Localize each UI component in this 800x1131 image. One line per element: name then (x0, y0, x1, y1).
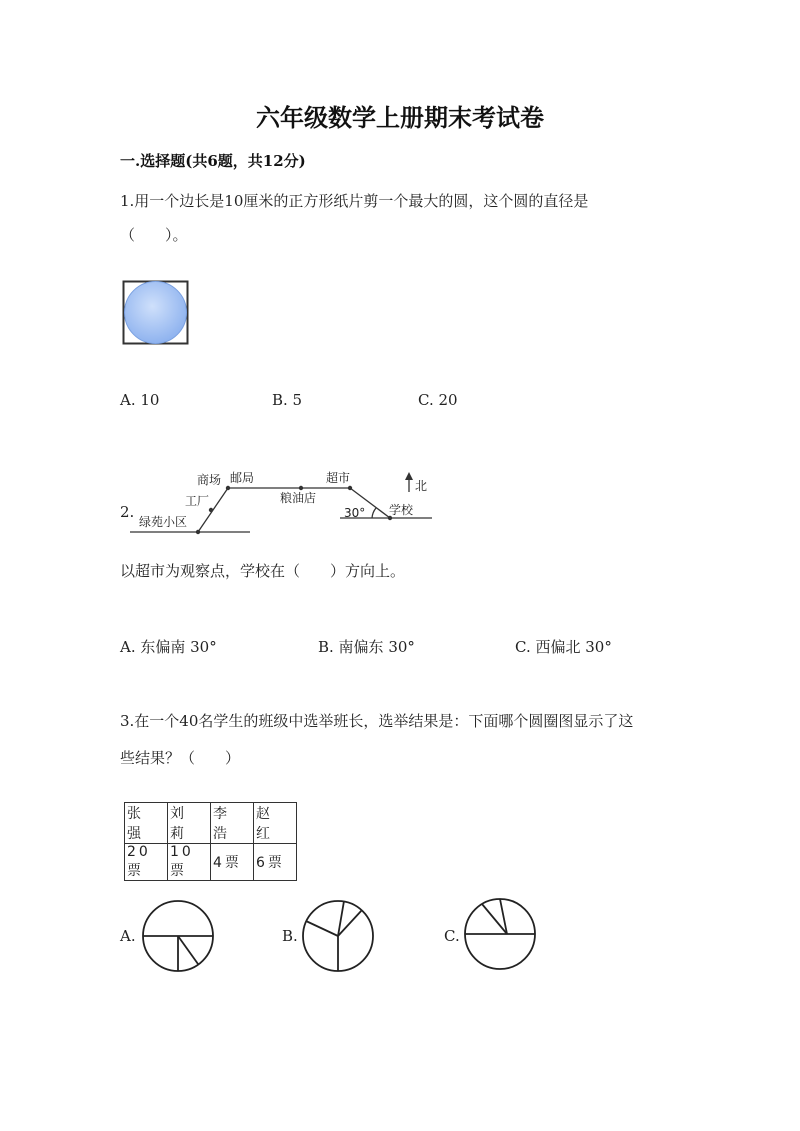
angle-arc (372, 508, 376, 518)
vote-name-cell: 刘 莉 (168, 803, 211, 844)
q3-option-a[interactable]: A. (120, 927, 136, 945)
q1-text-line2: （ ）。 (120, 226, 188, 244)
vote-name-cell: 李 浩 (211, 803, 254, 844)
q2-option-a[interactable]: A. 东偏南 30° (120, 638, 217, 656)
point-supermarket (348, 486, 352, 490)
vote-count-cell: 20票 (125, 844, 168, 881)
label-factory: 工厂 (185, 494, 210, 508)
q3-text-line1: 3.在一个40名学生的班级中选举班长，选举结果是：下面哪个圆圈图显示了这 (120, 712, 634, 730)
square-circle-figure (122, 280, 190, 346)
point-shop (226, 486, 230, 490)
vote-name-cell: 张 强 (125, 803, 168, 844)
label-shop: 商场 (197, 473, 222, 487)
pie-figure-a[interactable] (140, 898, 216, 974)
pie-a-radius-diag (178, 936, 198, 964)
label-school: 学校 (389, 503, 414, 517)
vote-count-cell: 10票 (168, 844, 211, 881)
q1-text-line1: 1.用一个边长是10厘米的正方形纸片剪一个最大的圆，这个圆的直径是 (120, 192, 589, 210)
vote-name-cell: 赵 红 (254, 803, 297, 844)
vote-count-cell: 4票 (211, 844, 254, 881)
pie-b-radius-left (306, 921, 338, 936)
q2-question: 以超市为观察点，学校在（ ）方向上。 (120, 562, 406, 580)
vote-count-cell: 6票 (254, 844, 297, 881)
q3-text-line2: 些结果？（ ） (120, 749, 241, 767)
point-factory (209, 508, 213, 512)
pie-figure-b[interactable] (300, 898, 376, 974)
circle-shape (125, 282, 187, 344)
q1-option-a[interactable]: A. 10 (120, 391, 160, 409)
label-north: 北 (415, 479, 428, 493)
label-grain: 粮油店 (280, 491, 317, 505)
point-grain (299, 486, 303, 490)
label-green: 绿苑小区 (139, 515, 188, 529)
vote-table-names-row (125, 803, 297, 844)
q2-option-b[interactable]: B. 南偏东 30° (318, 638, 415, 656)
pie-figure-c[interactable] (462, 896, 538, 972)
label-supermarket: 超市 (326, 471, 351, 485)
label-angle: 30° (344, 506, 366, 520)
q3-option-b[interactable]: B. (282, 927, 298, 945)
section-heading: 一.选择题(共6题，共12分) (120, 152, 306, 170)
route-map-figure (120, 462, 450, 538)
q1-option-c[interactable]: C. 20 (418, 391, 458, 409)
q1-option-b[interactable]: B. 5 (272, 391, 303, 409)
vote-table (124, 802, 297, 881)
vote-table-votes-row (125, 844, 297, 881)
q3-option-c[interactable]: C. (444, 927, 460, 945)
label-post: 邮局 (230, 471, 255, 485)
point-green (196, 530, 200, 534)
q2-number: 2. (120, 503, 135, 521)
north-arrow-head (405, 472, 413, 480)
page-title: 六年级数学上册期末考试卷 (256, 103, 544, 132)
q2-option-c[interactable]: C. 西偏北 30° (515, 638, 612, 656)
